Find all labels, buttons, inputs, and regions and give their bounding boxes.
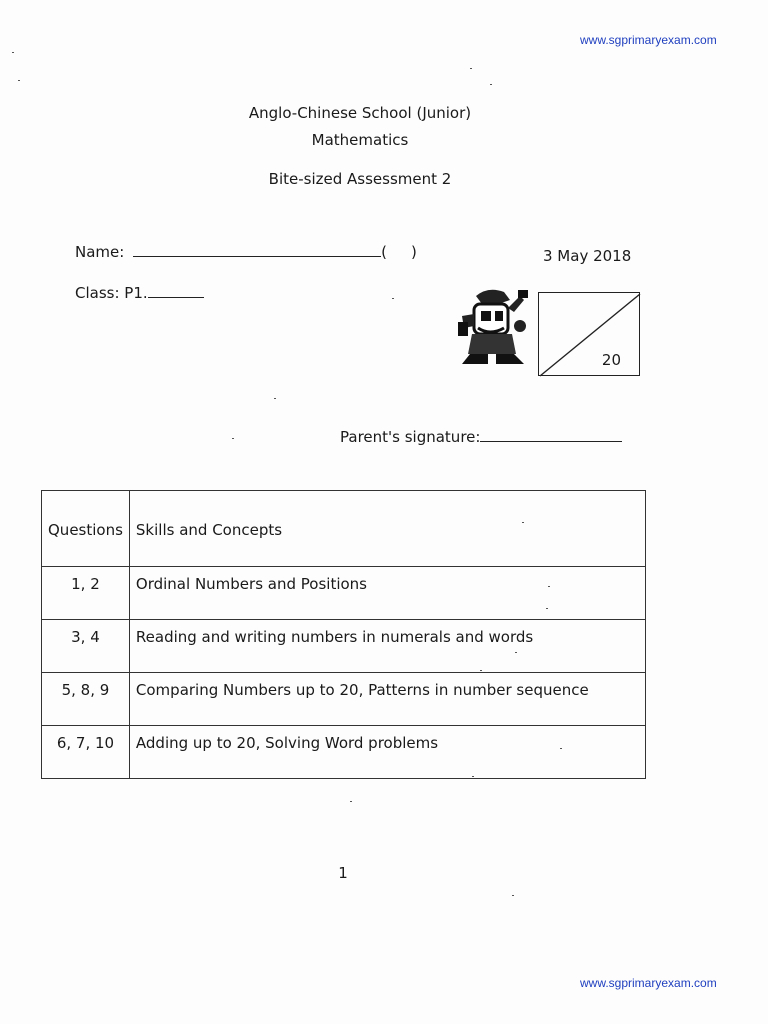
watermark-link-top[interactable]: www.sgprimaryexam.com — [580, 33, 717, 47]
assessment-title: Bite-sized Assessment 2 — [268, 170, 452, 188]
table-row — [42, 567, 646, 620]
skills-table — [41, 490, 646, 779]
row-questions: 3, 4 — [42, 620, 130, 673]
name-blank[interactable] — [133, 242, 381, 257]
parent-signature-label: Parent's signature: — [340, 428, 481, 446]
table-row — [42, 673, 646, 726]
table-header-row — [42, 491, 646, 567]
index-paren-close: ) — [410, 243, 417, 261]
row-skill: Reading and writing numbers in numerals and words — [129, 620, 645, 673]
score-total: 20 — [601, 351, 621, 369]
cartoon-character-icon — [454, 286, 536, 370]
watermark-link-bottom[interactable]: www.sgprimaryexam.com — [580, 976, 717, 990]
row-questions: 1, 2 — [42, 567, 130, 620]
class-field-row — [75, 283, 204, 302]
school-name: Anglo-Chinese School (Junior) — [248, 104, 472, 122]
index-paren-open: ( — [381, 243, 387, 261]
table-row — [42, 620, 646, 673]
date-text: 3 May 2018 — [543, 247, 632, 265]
class-blank[interactable] — [148, 283, 204, 298]
row-skill: Comparing Numbers up to 20, Patterns in number sequence — [129, 673, 645, 726]
table-row — [42, 726, 646, 779]
row-skill: Ordinal Numbers and Positions — [129, 567, 645, 620]
header-questions: Questions — [42, 491, 130, 567]
row-skill: Adding up to 20, Solving Word problems — [129, 726, 645, 779]
subject-title: Mathematics — [311, 131, 409, 149]
parent-signature-blank[interactable] — [480, 427, 622, 442]
row-questions: 5, 8, 9 — [42, 673, 130, 726]
score-box — [538, 292, 640, 376]
parent-signature-row — [340, 427, 622, 446]
page-number: 1 — [338, 864, 348, 882]
header-skills: Skills and Concepts — [129, 491, 645, 567]
name-label: Name: — [75, 243, 125, 261]
row-questions: 6, 7, 10 — [42, 726, 130, 779]
class-label: Class: P1. — [75, 284, 148, 302]
name-field-row — [75, 242, 417, 261]
